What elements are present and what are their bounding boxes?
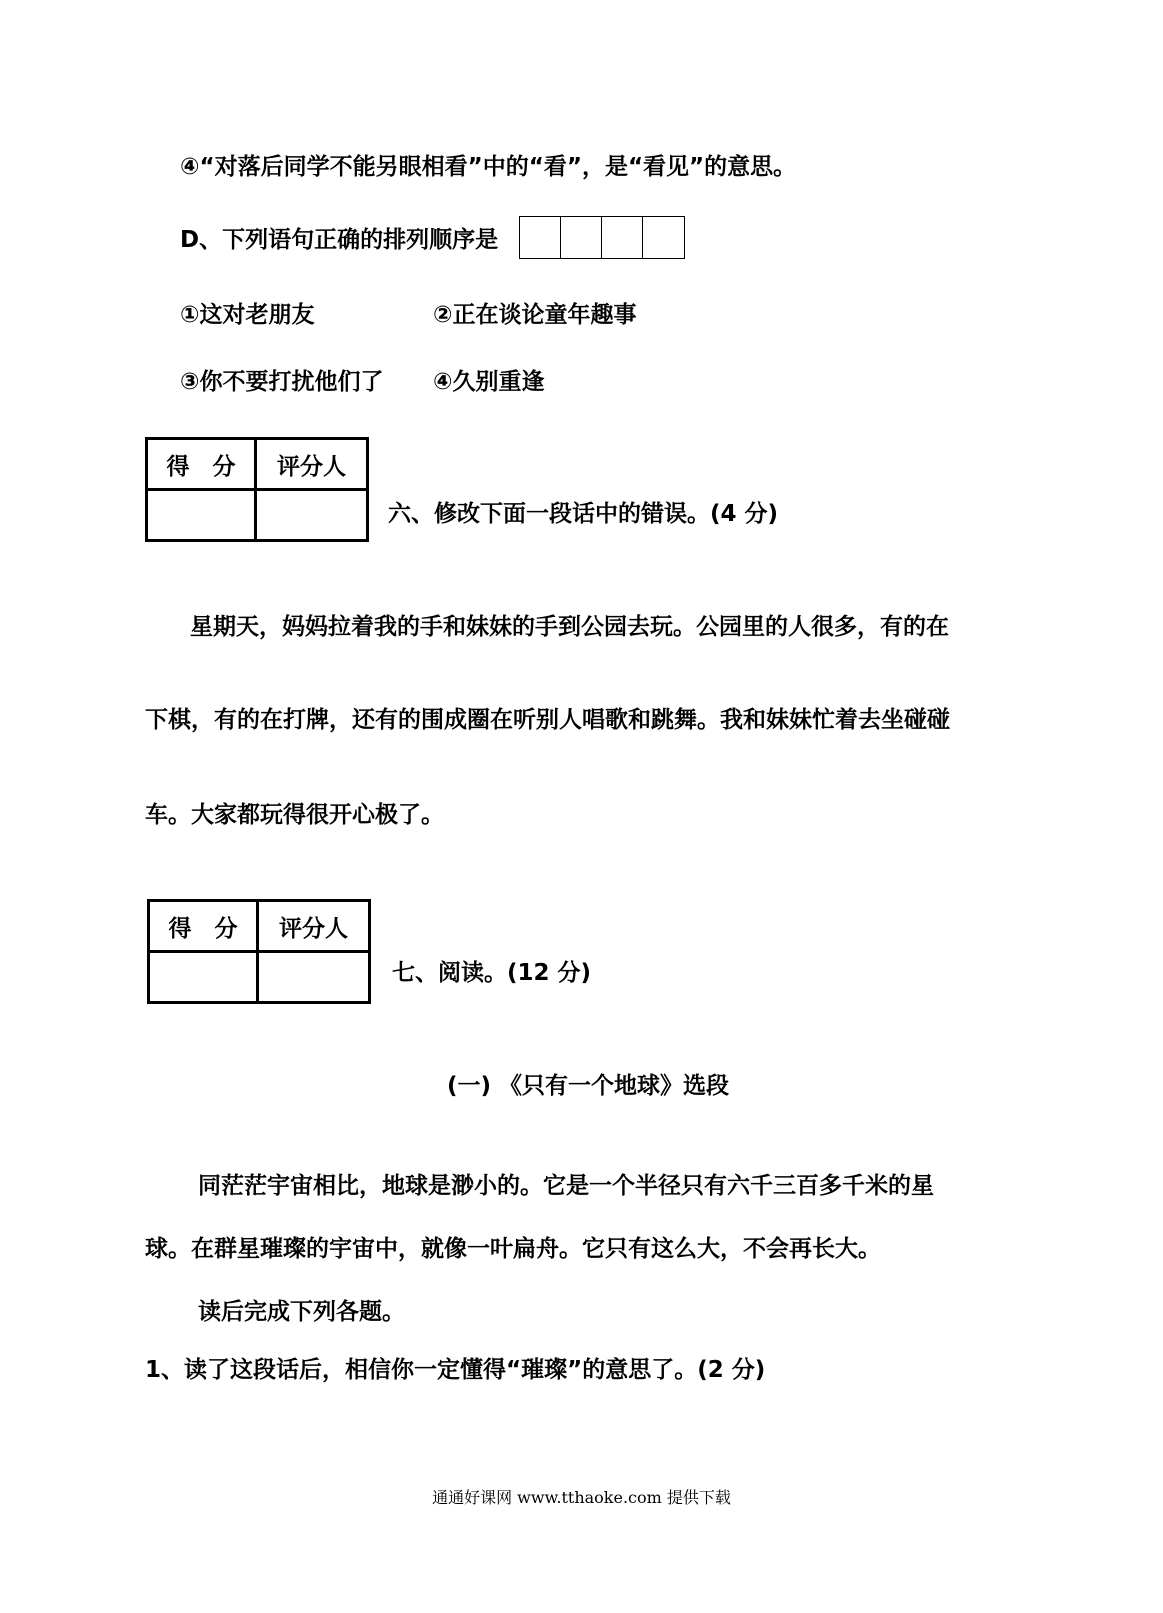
answer-box[interactable] — [602, 217, 643, 258]
q6-line-2: 下棋，有的在打牌，还有的围成圈在听别人唱歌和跳舞。我和妹妹忙着去坐碰碰 — [145, 707, 950, 733]
q6-heading: 六、修改下面一段话中的错误。(4 分) — [388, 501, 779, 527]
answer-box[interactable] — [520, 217, 561, 258]
reading-instruction: 读后完成下列各题。 — [198, 1299, 405, 1325]
score-table-q6 — [145, 437, 369, 542]
order-answer-boxes[interactable] — [519, 216, 685, 259]
q5-option-4: ④久别重逢 — [433, 369, 545, 395]
q6-line-1: 星期天，妈妈拉着我的手和妹妹的手到公园去玩。公园里的人很多，有的在 — [190, 614, 949, 640]
score-label: 得 分 — [147, 439, 256, 490]
q5-item-4: ④“对落后同学不能另眼相看”中的“看”，是“看见”的意思。 — [180, 154, 797, 180]
score-cell[interactable] — [147, 490, 256, 541]
grader-cell[interactable] — [256, 490, 368, 541]
q6-line-3: 车。大家都玩得很开心极了。 — [145, 802, 444, 828]
answer-box[interactable] — [561, 217, 602, 258]
answer-box[interactable] — [643, 217, 684, 258]
score-label: 得 分 — [149, 901, 258, 952]
footer-source: 通通好课网 www.tthaoke.com 提供下载 — [432, 1488, 731, 1507]
passage-line-1: 同茫茫宇宙相比，地球是渺小的。它是一个半径只有六千三百多千米的星 — [198, 1173, 934, 1199]
q5-option-2: ②正在谈论童年趣事 — [433, 302, 637, 328]
score-cell[interactable] — [149, 952, 258, 1003]
grader-cell[interactable] — [258, 952, 370, 1003]
q5-option-3: ③你不要打扰他们了 — [180, 369, 384, 395]
q5-d-prompt: D、下列语句正确的排列顺序是 — [180, 227, 499, 253]
passage-line-2: 球。在群星璀璨的宇宙中，就像一叶扁舟。它只有这么大，不会再长大。 — [145, 1236, 881, 1262]
passage-title: (一) 《只有一个地球》选段 — [447, 1073, 730, 1099]
grader-label: 评分人 — [256, 439, 368, 490]
q7-heading: 七、阅读。(12 分) — [392, 960, 592, 986]
question-1: 1、读了这段话后，相信你一定懂得“璀璨”的意思了。(2 分) — [145, 1357, 766, 1383]
grader-label: 评分人 — [258, 901, 370, 952]
score-table-q7 — [147, 899, 371, 1004]
q5-option-1: ①这对老朋友 — [180, 302, 315, 328]
